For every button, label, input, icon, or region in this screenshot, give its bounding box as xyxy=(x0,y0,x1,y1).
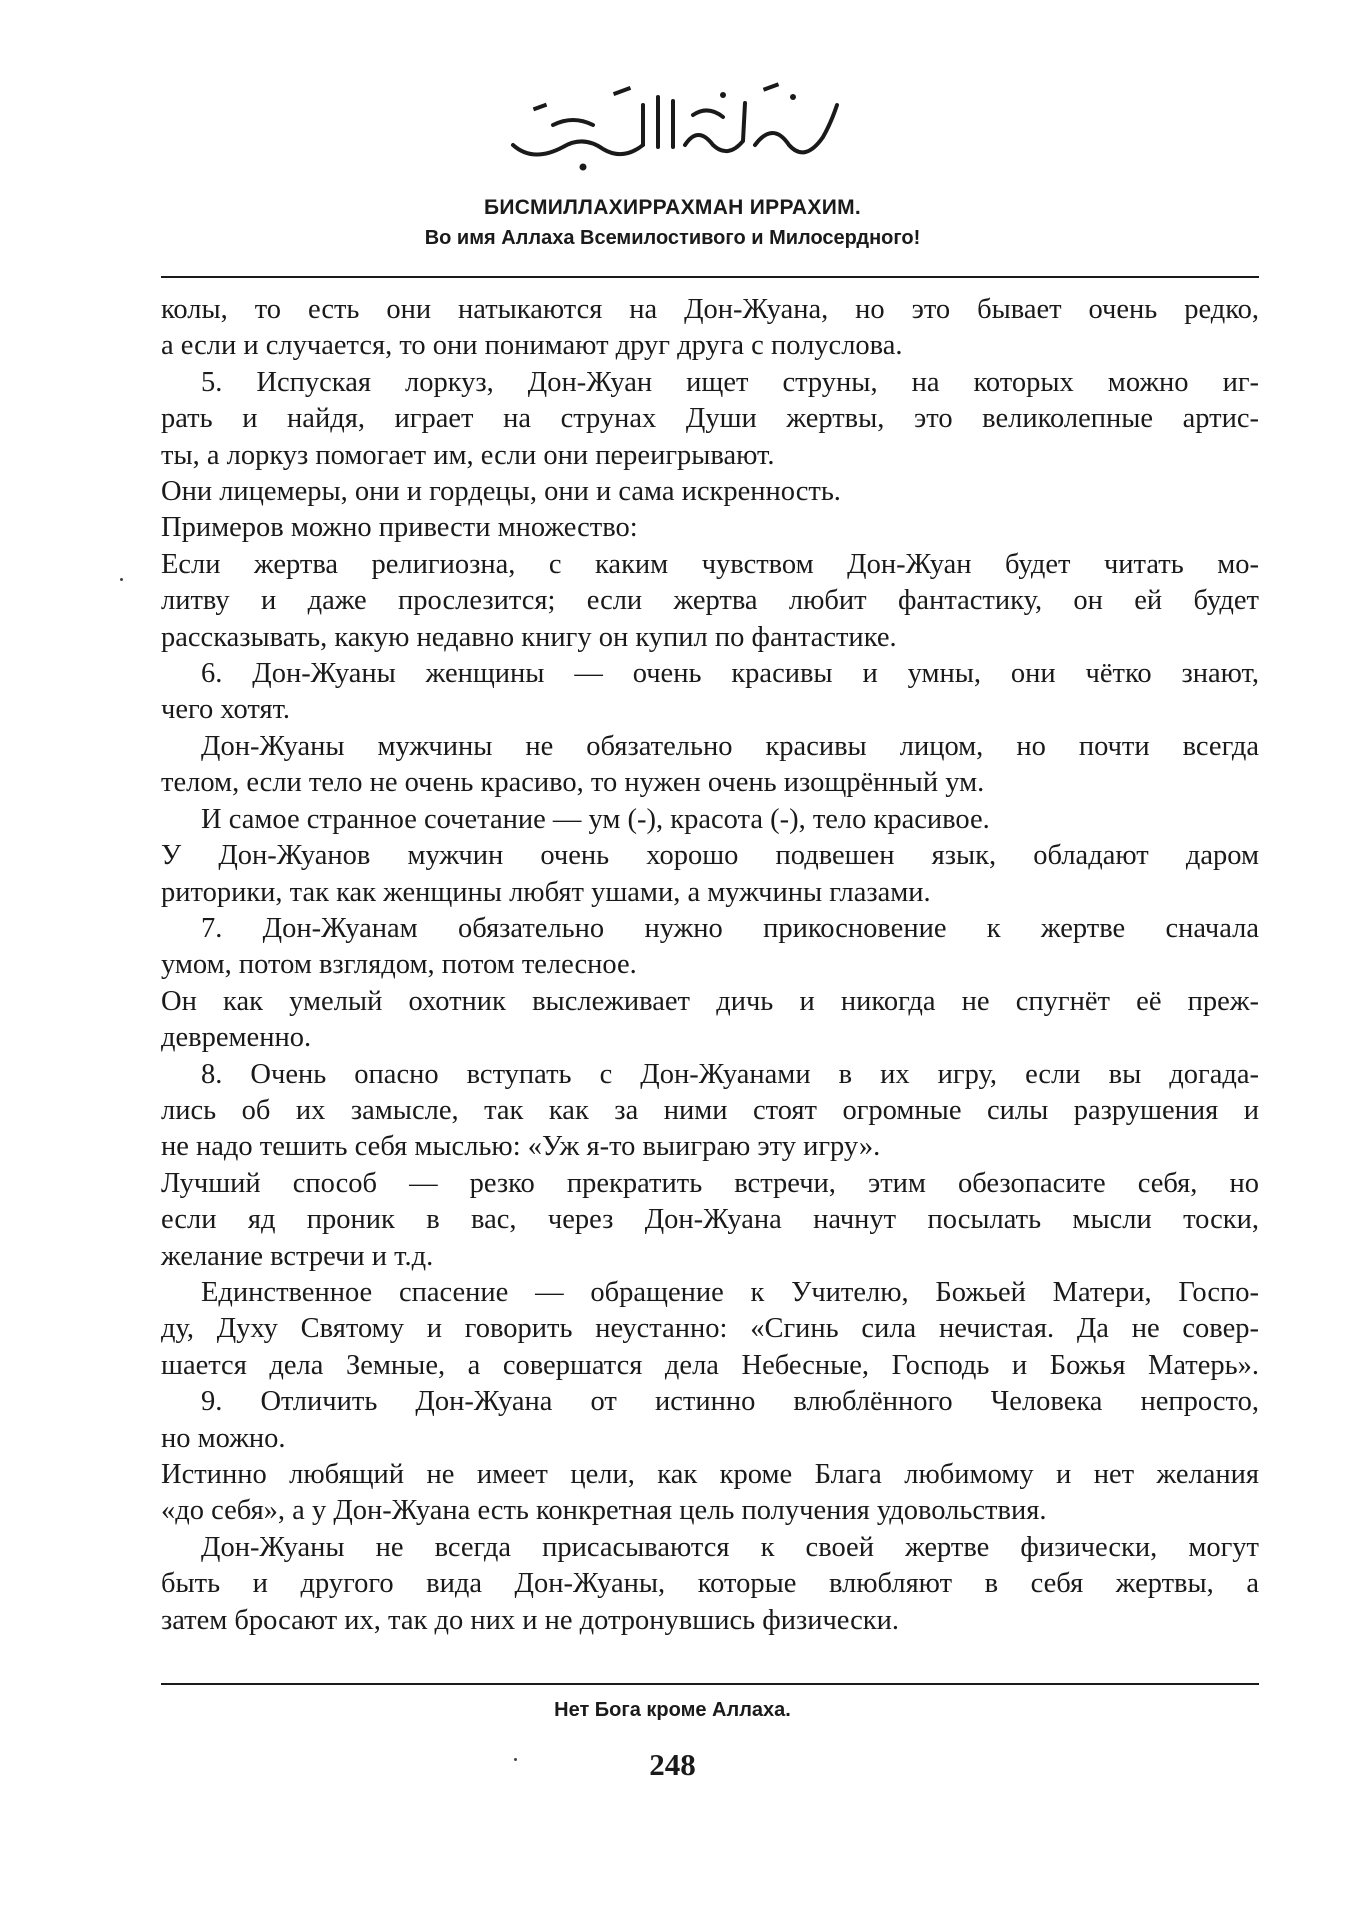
text-line: ты, а лоркуз помогает им, если они переигрывают. xyxy=(161,439,775,471)
text-line: Дон-Жуаны мужчины не обязательно красивы лицом, но почти всегда xyxy=(201,730,1259,762)
text-line: Он как умелый охотник выслеживает дичь и никогда не спугнёт её преж- xyxy=(161,985,1259,1017)
text-line: И самое странное сочетание — ум (-), красота (-), тело красивое. xyxy=(201,803,990,835)
print-speck xyxy=(120,578,123,581)
header-title: БИСМИЛЛАХИРРАХМАН ИРРАХИМ. xyxy=(483,196,862,219)
text-line: 9. Отличить Дон-Жуана от истинно влюблённого Человека непросто, xyxy=(201,1386,1259,1418)
text-line: Истинно любящий не имеет цели, как кроме Блага любимому и нет желания xyxy=(161,1459,1259,1490)
basmala-calligraphy-image xyxy=(493,75,853,175)
text-line: но можно. xyxy=(161,1422,286,1454)
text-line: не надо тешить себя мыслью: «Уж я-то выиграю эту игру». xyxy=(161,1131,881,1163)
text-line: 5. Испуская лоркуз, Дон-Жуан ищет струны, на которых можно иг- xyxy=(201,366,1259,398)
text-line: быть и другого вида Дон-Жуаны, которые влюбляют в себя жертвы, а xyxy=(161,1568,1259,1600)
text-line: желание встречи и т.д. xyxy=(161,1240,434,1272)
text-line: 7. Дон-Жуанам обязательно нужно прикосновение к жертве сначала xyxy=(201,912,1259,944)
footer-rule xyxy=(161,1683,1259,1685)
text-line: Дон-Жуаны не всегда присасываются к своей жертве физически, могут xyxy=(201,1531,1259,1563)
text-line: шается дела Земные, а совершатся дела Небесные, Господь и Божья Матерь». xyxy=(161,1349,1259,1381)
body-text xyxy=(161,292,1259,1639)
footer-text: Нет Бога кроме Аллаха. xyxy=(554,1699,791,1721)
text-line: затем бросают их, так до них и не дотронувшись физически. xyxy=(161,1604,900,1636)
text-line: риторики, так как женщины любят ушами, а мужчины глазами. xyxy=(161,876,931,908)
text-line: 6. Дон-Жуаны женщины — очень красивы и умны, они чётко знают, xyxy=(201,658,1259,690)
text-line: Они лицемеры, они и гордецы, они и сама искренность. xyxy=(161,476,841,508)
header-rule xyxy=(161,276,1259,278)
text-line: Если жертва религиозна, с каким чувством Дон-Жуан будет читать мо- xyxy=(161,548,1259,580)
text-line: умом, потом взглядом, потом телесное. xyxy=(161,949,637,981)
text-line: литву и даже прослезится; если жертва любит фантастику, он ей будет xyxy=(161,585,1259,617)
text-line: Примеров можно привести множество: xyxy=(161,512,638,544)
text-line: ду, Духу Святому и говорить неустанно: «Сгинь сила нечистая. Да не совер- xyxy=(161,1313,1259,1345)
text-line: У Дон-Жуанов мужчин очень хорошо подвешен язык, обладают даром xyxy=(161,840,1259,872)
text-line: Единственное спасение — обращение к Учителю, Божьей Матери, Госпо- xyxy=(201,1276,1259,1308)
text-line: Лучший способ — резко прекратить встречи, этим обезопасите себя, но xyxy=(161,1167,1259,1199)
text-line: «до себя», а у Дон-Жуана есть конкретная цель получения удовольствия. xyxy=(161,1495,1047,1527)
text-line: колы, то есть они натыкаются на Дон-Жуана, но это бывает очень редко, xyxy=(161,294,1259,325)
page-number: 248 xyxy=(649,1747,696,1782)
text-line: чего хотят. xyxy=(161,694,291,726)
text-line: рать и найдя, играет на струнах Души жертвы, это великолепные артис- xyxy=(161,403,1259,435)
text-line: 8. Очень опасно вступать с Дон-Жуанами в их игру, если вы догада- xyxy=(201,1058,1259,1090)
text-line: телом, если тело не очень красиво, то нужен очень изощрённый ум. xyxy=(161,767,985,799)
text-line: рассказывать, какую недавно книгу он купил по фантастике. xyxy=(161,621,897,653)
text-line: а если и случается, то они понимают друг друга с полуслова. xyxy=(161,330,903,362)
header-subtitle: Во имя Аллаха Всемилостивого и Милосердного! xyxy=(424,227,921,249)
basmala-calligraphy xyxy=(0,75,1345,175)
text-line: лись об их замысле, так как за ними стоят огромные силы разрушения и xyxy=(161,1094,1259,1126)
text-line: если яд проник в вас, через Дон-Жуана начнут посылать мысли тоски, xyxy=(161,1204,1259,1236)
print-speck xyxy=(514,1758,517,1761)
text-line: девременно. xyxy=(161,1022,312,1054)
